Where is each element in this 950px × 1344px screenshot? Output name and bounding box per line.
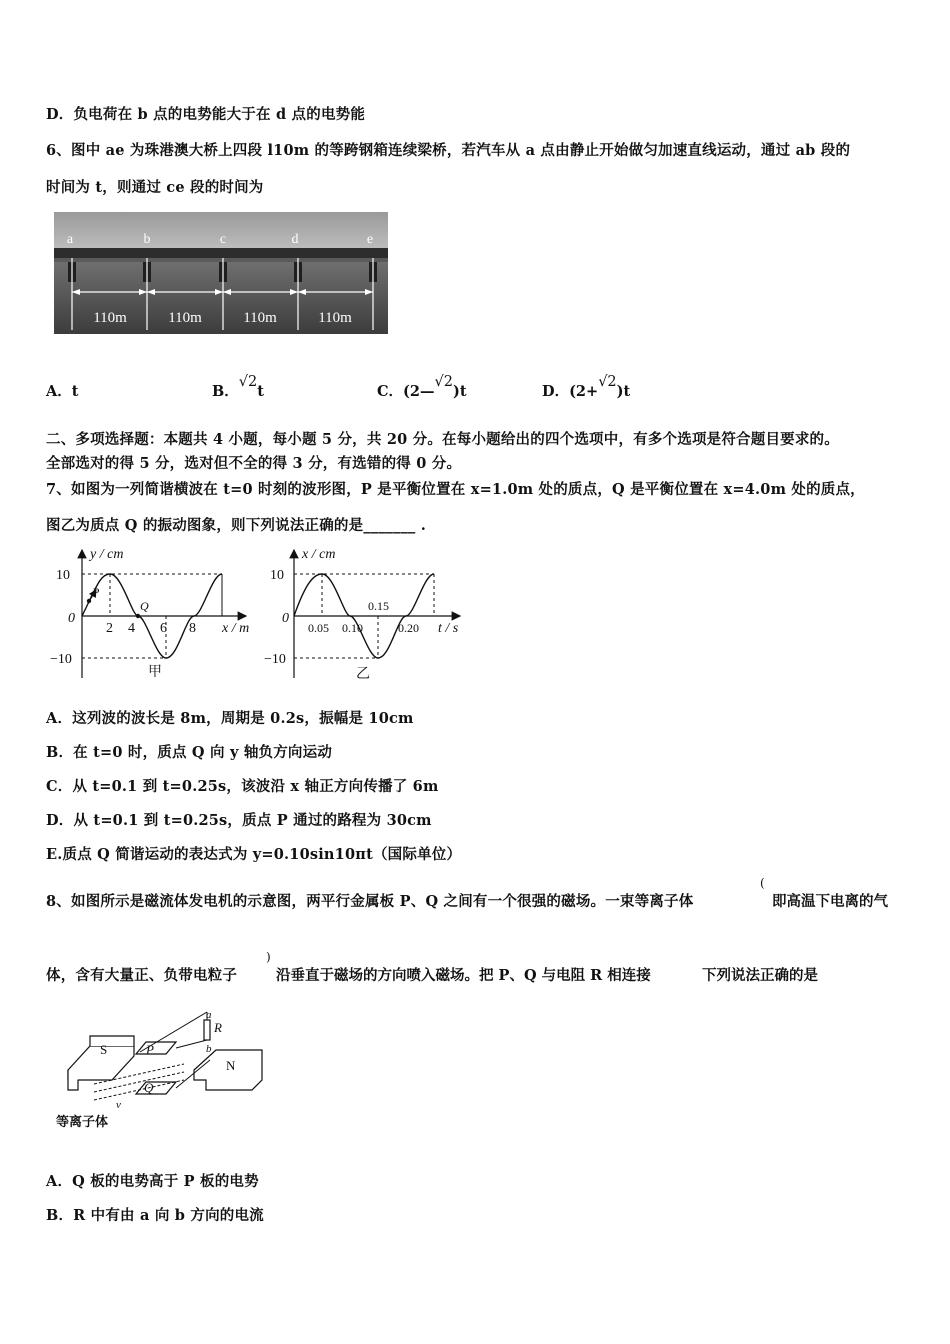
mhd-label-s: S: [100, 1042, 108, 1057]
q6-option-b-suffix: t: [257, 383, 264, 400]
bridge-span-2: 110m: [168, 310, 202, 326]
q6-stem-line1: 6、图中 ae 为珠港澳大桥上四段 l10m 的等跨钢箱连续梁桥，若汽车从 a 点由静止开始做匀加速直线运动，通过 ab 段的: [46, 142, 851, 159]
jia-origin: 0: [68, 611, 75, 626]
mhd-caption: 等离子体: [56, 1114, 109, 1129]
section2-line2: 全部选对的得 5 分，选对但不全的得 3 分，有选错的得 0 分。: [46, 455, 462, 472]
q8-stem-line2: 体，含有大量正、负带电粒子: [46, 967, 238, 984]
mhd-label-p: P: [146, 1042, 154, 1057]
bridge-span-3: 110m: [243, 310, 277, 326]
q6-option-c-prefix: C．(2—: [377, 383, 435, 400]
yi-x-tick-010: 0.10: [342, 621, 363, 635]
q5-option-d: D．负电荷在 b 点的电势能大于在 d 点的电势能: [46, 106, 366, 123]
vibration-graph-yi: [264, 544, 474, 684]
magnet-s-top: [90, 1036, 134, 1046]
yi-origin: 0: [282, 611, 289, 626]
yi-x-tick-015: 0.15: [368, 599, 389, 613]
jia-x-tick-6: 6: [160, 621, 167, 636]
mhd-label-n: N: [226, 1058, 236, 1073]
q6-option-b-prefix: B．: [212, 383, 239, 400]
q8-stem-line1-tail: 即高温下电离的气: [772, 893, 888, 910]
jia-y-tick-10: 10: [56, 568, 70, 583]
q8-paren-open: (: [760, 876, 765, 890]
plate-q: [136, 1082, 176, 1094]
section2-line1: 二、多项选择题：本题共 4 小题，每小题 5 分，共 20 分。在每小题给出的四个选项中，有多个选项是符合题目要求的。: [46, 431, 839, 448]
bridge-point-c: c: [219, 232, 227, 247]
bridge-figure: [54, 212, 388, 334]
mhd-label-a: a: [206, 1009, 212, 1021]
jia-x-tick-8: 8: [189, 621, 196, 636]
mhd-generator-figure: [54, 1008, 274, 1134]
q8-paren-close: ): [266, 950, 271, 964]
yi-y-label: x / cm: [302, 547, 336, 562]
bridge-span-4: 110m: [318, 310, 352, 326]
jia-x-label: x / m: [222, 621, 250, 636]
q8-stem-line1: 8、如图所示是磁流体发电机的示意图，两平行金属板 P、Q 之间有一个很强的磁场。一束等离子体: [46, 893, 694, 910]
yi-y-tick-10: 10: [270, 568, 284, 583]
yi-x-tick-005: 0.05: [308, 621, 329, 635]
q7-option-a: A．这列波的波长是 8m，周期是 0.2s，振幅是 10cm: [46, 710, 414, 727]
bridge-span-1: 110m: [93, 310, 127, 326]
mhd-label-q: Q: [144, 1080, 154, 1095]
q6-option-c: [377, 374, 467, 401]
plate-p: [136, 1042, 176, 1054]
q7-stem-line1: 7、如图为一列简谐横波在 t=0 时刻的波形图，P 是平衡位置在 x=1.0m 处的质点，Q 是平衡位置在 x=4.0m 处的质点，: [46, 481, 865, 498]
bridge-point-e: e: [366, 232, 374, 247]
resistor-r: [204, 1020, 210, 1040]
jia-label-q: Q: [140, 599, 149, 613]
q6-option-d-suffix: )t: [616, 383, 631, 400]
jia-x-tick-4: 4: [128, 621, 135, 636]
jia-point-q-dot: [136, 614, 140, 618]
mhd-label-r: R: [214, 1020, 222, 1035]
q8-stem-line2-end: 下列说法正确的是: [702, 967, 818, 984]
q6-option-c-suffix: )t: [452, 383, 467, 400]
q7-stem-line2: 图乙为质点 Q 的振动图象，则下列说法正确的是_______ .: [46, 517, 426, 534]
q7-option-b: B．在 t=0 时，质点 Q 向 y 轴负方向运动: [46, 744, 333, 761]
q7-option-d: D．从 t=0.1 到 t=0.25s，质点 P 通过的路程为 30cm: [46, 812, 432, 829]
jia-label-p: P: [92, 585, 100, 599]
q8-option-a: A．Q 板的电势高于 P 板的电势: [46, 1173, 259, 1190]
q6-option-b-root: √2: [238, 374, 258, 390]
q6-option-d-root: √2: [598, 374, 617, 390]
jia-y-label: y / cm: [90, 547, 124, 562]
bridge-point-b: b: [143, 232, 151, 247]
mhd-label-b: b: [206, 1043, 212, 1055]
yi-x-label: t / s: [438, 621, 459, 636]
q6-stem-line2: 时间为 t，则通过 ce 段的时间为: [46, 179, 264, 196]
q6-option-c-root: √2: [434, 374, 453, 390]
jia-caption: 甲: [148, 665, 162, 680]
q8-option-b: B．R 中有由 a 向 b 方向的电流: [46, 1207, 264, 1224]
q6-option-d-prefix: D．(2+: [542, 383, 599, 400]
mhd-label-v: v: [116, 1099, 121, 1111]
q8-stem-line2-tail: 沿垂直于磁场的方向喷入磁场。把 P、Q 与电阻 R 相连接: [276, 967, 651, 984]
yi-x-tick-020: 0.20: [398, 621, 419, 635]
yi-y-tick-neg10: −10: [264, 652, 286, 667]
q6-option-a: A．t: [46, 383, 79, 400]
jia-y-tick-neg10: −10: [50, 652, 72, 667]
q7-option-e: E.质点 Q 简谐运动的表达式为 y=0.10sin10πt（国际单位）: [46, 846, 462, 863]
bridge-deck: [54, 248, 388, 258]
q6-option-d: [542, 374, 631, 401]
yi-caption: 乙: [356, 667, 370, 682]
bridge-point-a: a: [66, 232, 74, 247]
q7-option-c: C．从 t=0.1 到 t=0.25s，该波沿 x 轴正方向传播了 6m: [46, 778, 439, 795]
bridge-point-d: d: [291, 232, 299, 247]
jia-x-tick-2: 2: [106, 621, 113, 636]
q6-option-b: [212, 374, 264, 401]
wave-graph-jia: [46, 544, 266, 684]
